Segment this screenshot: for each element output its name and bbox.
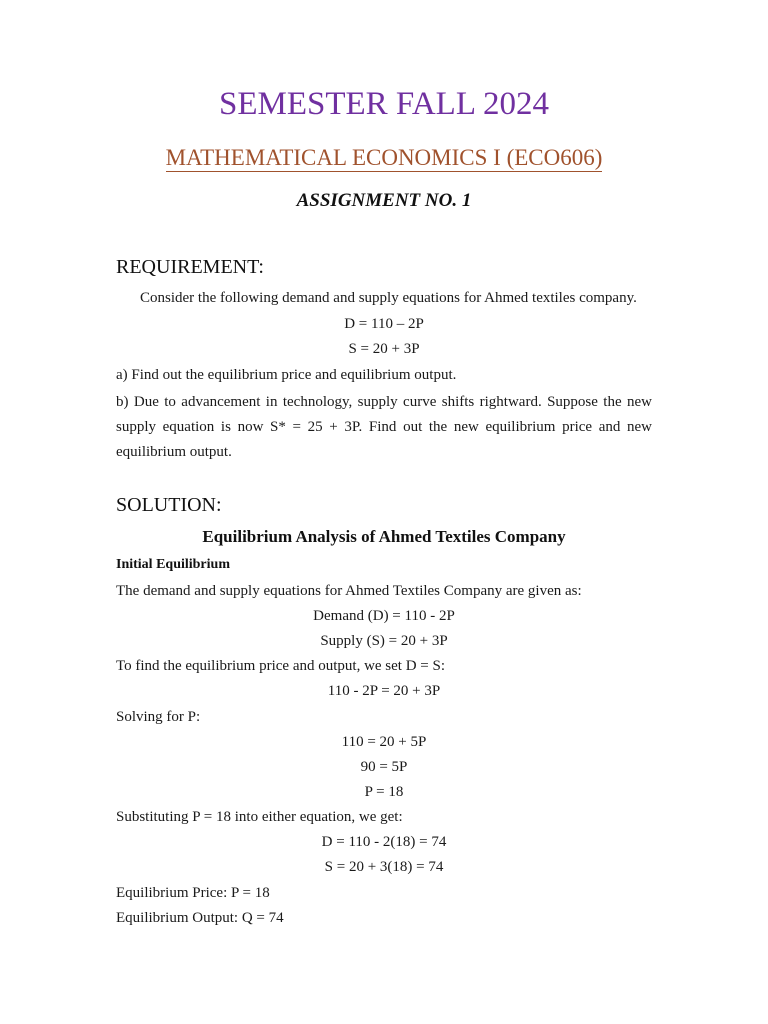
- course-title-text: MATHEMATICAL ECONOMICS I (ECO606): [165, 145, 603, 170]
- semester-title: SEMESTER FALL 2024: [218, 86, 550, 122]
- equation-set: 110 - 2P = 20 + 3P: [327, 683, 441, 699]
- supply-given: Supply (S) = 20 + 3P: [320, 633, 448, 649]
- given-text: The demand and supply equations for Ahmed Textiles Company are given as:: [116, 583, 582, 599]
- assignment-number: ASSIGNMENT NO. 1: [296, 190, 472, 211]
- demand-given: Demand (D) = 110 - 2P: [313, 608, 455, 624]
- initial-equilibrium-heading: Initial Equilibrium: [116, 557, 230, 572]
- part-a-question: a) Find out the equilibrium price and equilibrium output.: [116, 367, 457, 383]
- course-title: [0, 145, 768, 171]
- set-equal-text: To find the equilibrium price and output, we set D = S:: [116, 658, 446, 674]
- demand-equation: D = 110 – 2P: [344, 316, 424, 332]
- part-b-question: b) Due to advancement in technology, supply curve shifts rightward. Suppose the new supply equation is now S* = 25 + 3P. Find out the new equilibrium price and new equilibrium output.: [116, 394, 652, 460]
- analysis-title: Equilibrium Analysis of Ahmed Textiles Company: [202, 527, 566, 546]
- equilibrium-output: Equilibrium Output: Q = 74: [116, 910, 284, 926]
- solving-text: Solving for P:: [116, 709, 201, 725]
- requirement-heading: REQUIREMENT:: [116, 256, 264, 278]
- demand-check: D = 110 - 2(18) = 74: [321, 834, 447, 850]
- solving-step-1: 110 = 20 + 5P: [341, 734, 427, 750]
- solution-heading: SOLUTION:: [116, 494, 222, 516]
- supply-check: S = 20 + 3(18) = 74: [324, 859, 444, 875]
- equilibrium-price: Equilibrium Price: P = 18: [116, 885, 270, 901]
- supply-equation: S = 20 + 3P: [348, 341, 420, 357]
- solving-step-3: P = 18: [364, 784, 404, 800]
- solving-step-2: 90 = 5P: [360, 759, 408, 775]
- requirement-intro: Consider the following demand and supply equations for Ahmed textiles company.: [140, 290, 637, 306]
- substitute-text: Substituting P = 18 into either equation, we get:: [116, 809, 403, 825]
